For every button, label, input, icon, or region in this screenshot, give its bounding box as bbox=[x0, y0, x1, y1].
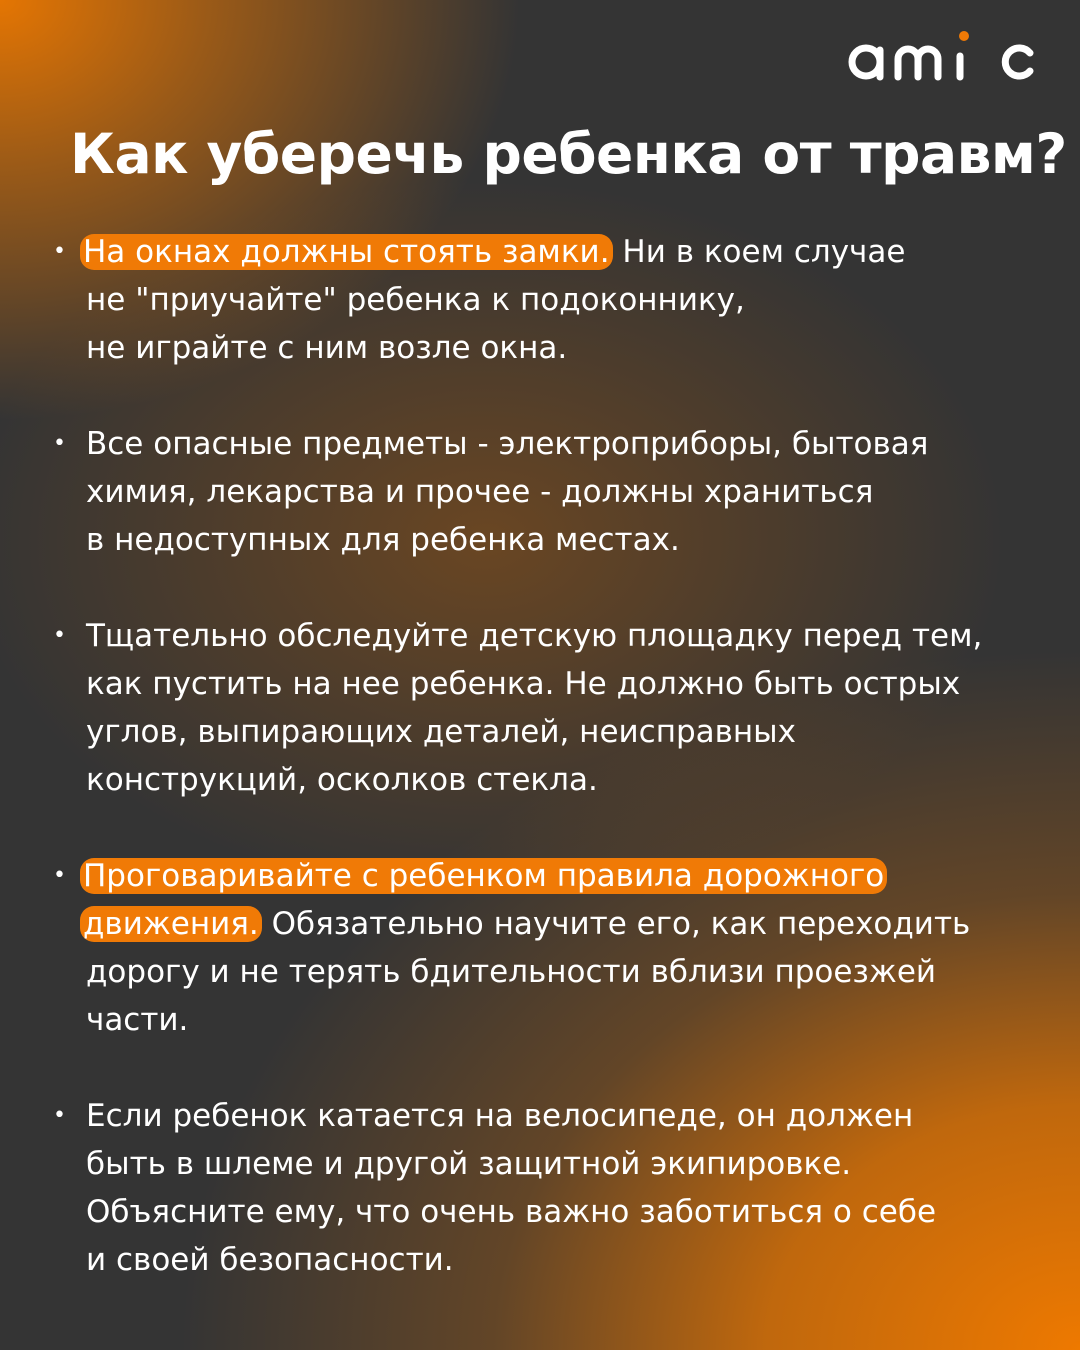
item-text: дорогу и не терять бдительности вблизи проезжей bbox=[86, 954, 937, 990]
item-text: части. bbox=[86, 1002, 189, 1038]
item-text: Объясните ему, что очень важно заботиться о себе bbox=[86, 1194, 937, 1230]
item-text: не играйте с ним возле окна. bbox=[86, 330, 568, 366]
bullet-icon: • bbox=[53, 863, 66, 888]
item-text: быть в шлеме и другой защитной экипировке. bbox=[86, 1146, 852, 1182]
list-item bbox=[0, 228, 1080, 372]
item-text: Ни в коем случае bbox=[612, 234, 906, 270]
item-text: как пустить на нее ребенка. Не должно быть острых bbox=[86, 666, 961, 702]
item-text: не "приучайте" ребенка к подоконнику, bbox=[86, 282, 745, 318]
amic-logo bbox=[846, 26, 1042, 88]
highlighted-text: На окнах должны стоять замки. bbox=[80, 234, 613, 270]
highlighted-text: Проговаривайте с ребенком правила дорожного bbox=[80, 858, 887, 894]
list-item bbox=[0, 612, 1080, 804]
list-item bbox=[0, 852, 1080, 1044]
list-item bbox=[0, 1092, 1080, 1284]
item-text: конструкций, осколков стекла. bbox=[86, 762, 598, 798]
item-text: углов, выпирающих деталей, неисправных bbox=[86, 714, 797, 750]
item-text: Если ребенок катается на велосипеде, он должен bbox=[86, 1098, 914, 1134]
item-text: химия, лекарства и прочее - должны храниться bbox=[86, 474, 874, 510]
item-text: Тщательно обследуйте детскую площадку перед тем, bbox=[86, 618, 983, 654]
page-title: Как уберечь ребенка от травм? bbox=[70, 122, 1067, 186]
item-text: и своей безопасности. bbox=[86, 1242, 454, 1278]
item-text: Все опасные предметы - электроприборы, бытовая bbox=[86, 426, 929, 462]
bullet-icon: • bbox=[53, 623, 66, 648]
item-text: Обязательно научите его, как переходить bbox=[261, 906, 971, 942]
bullet-icon: • bbox=[53, 1103, 66, 1128]
item-text: в недоступных для ребенка местах. bbox=[86, 522, 680, 558]
highlighted-text: движения. bbox=[80, 906, 262, 942]
bullet-icon: • bbox=[53, 239, 66, 264]
safety-tips-list bbox=[0, 228, 1080, 1332]
bullet-icon: • bbox=[53, 431, 66, 456]
list-item bbox=[0, 420, 1080, 564]
